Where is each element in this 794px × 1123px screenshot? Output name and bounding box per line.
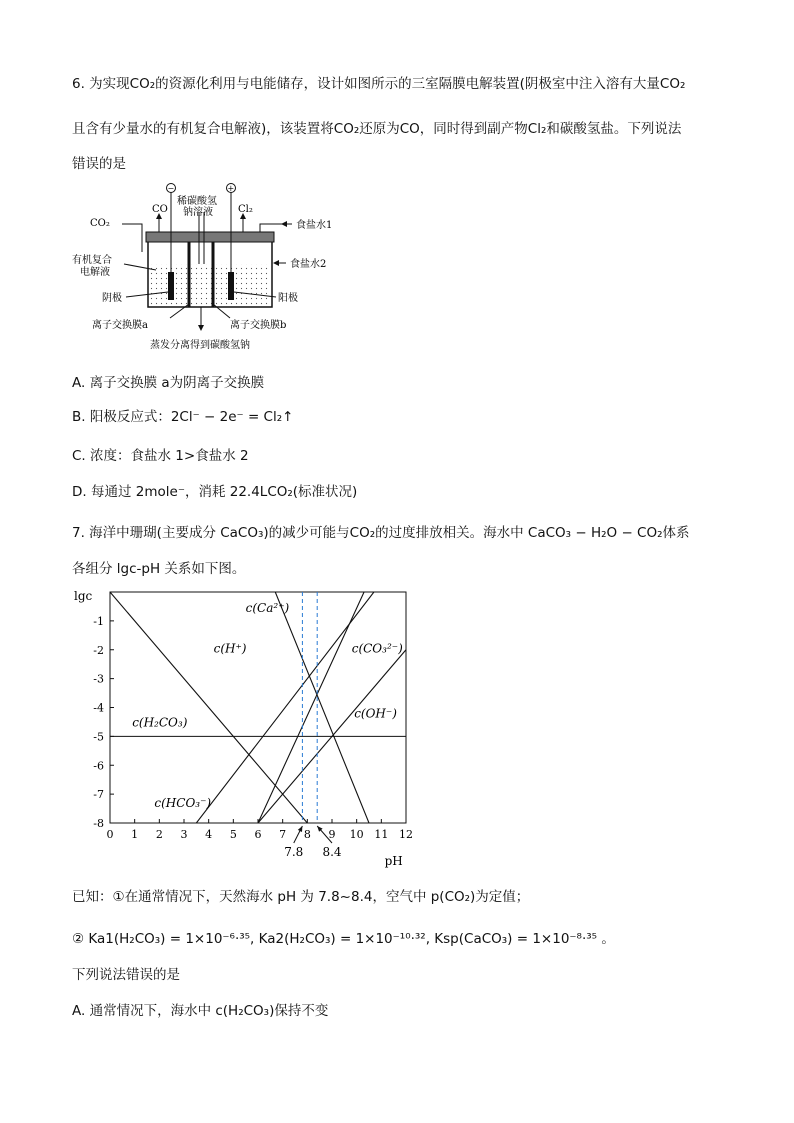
q7-known-2: ② Ka1(H₂CO₃) = 1×10⁻⁶·³⁵, Ka2(H₂CO₃) = 1×10⁻¹⁰·³², Ksp(CaCO₃) = 1×10⁻⁸·³⁵ 。 (72, 931, 615, 947)
membrane-b-label: 离子交换膜b (230, 320, 287, 331)
anode-label: 阳极 (278, 293, 298, 304)
series-label-3: c(CO₃²⁻) (351, 641, 403, 656)
q6-option-c: C. 浓度：食盐水 1>食盐水 2 (72, 448, 249, 464)
y-axis-label: lgc (74, 589, 93, 603)
q7-ask: 下列说法错误的是 (72, 967, 180, 983)
x-tick-label: 5 (229, 828, 237, 841)
y-tick-label: -7 (93, 788, 104, 802)
x-axis-label: pH (384, 854, 403, 868)
series-label-4: c(OH⁻) (354, 706, 397, 721)
cathode-label: 阴极 (102, 293, 122, 304)
q6-option-a: A. 离子交换膜 a为阴离子交换膜 (72, 375, 265, 391)
cathode-electrode (168, 272, 174, 300)
co-label: CO (152, 204, 168, 215)
electrolysis-diagram (70, 182, 370, 357)
x-tick-label: 2 (155, 828, 163, 841)
q6-option-d: D. 每通过 2mole⁻，消耗 22.4LCO₂(标准状况) (72, 484, 358, 500)
q7-known-1: 已知：①在通常情况下，天然海水 pH 为 7.8~8.4，空气中 p(CO₂)为定值； (72, 889, 530, 905)
x-tick-label: 0 (106, 828, 114, 841)
series-label-5: c(Ca²⁺) (245, 601, 290, 616)
q6-line-3: 错误的是 (72, 156, 126, 172)
ph-marker-label-0: 7.8 (284, 845, 304, 859)
plus-sign: + (227, 184, 235, 193)
x-tick-label: 10 (349, 828, 364, 841)
cl2-label: Cl₂ (238, 204, 253, 215)
q6-line-1: 6. 为实现CO₂的资源化利用与电能储存，设计如图所示的三室隔膜电解装置(阴极室中注入溶有大量CO₂ (72, 76, 686, 92)
top-label-2: 钠溶液 (183, 207, 213, 218)
q7-line-1: 7. 海洋中珊瑚(主要成分 CaCO₃)的减少可能与CO₂的过度排放相关。海水中 CaCO₃ − H₂O − CO₂体系 (72, 525, 690, 541)
series-line-2 (196, 592, 374, 823)
top-label-1: 稀碳酸氢 (177, 196, 217, 207)
bottom-label: 蒸发分离得到碳酸氢钠 (150, 340, 250, 351)
minus-sign: − (167, 184, 175, 193)
anode-electrode (228, 272, 234, 300)
y-tick-label: -8 (93, 817, 104, 830)
y-tick-label: -3 (93, 672, 104, 686)
x-tick-label: 1 (131, 828, 139, 841)
x-tick-label: 6 (254, 828, 262, 841)
membrane-a-label: 离子交换膜a (92, 320, 148, 331)
lgc-ph-chart (66, 582, 426, 872)
series-label-1: c(H₂CO₃) (132, 715, 188, 730)
cell-lid (146, 232, 274, 242)
series-line-0 (110, 592, 307, 823)
organic-label-1: 有机复合 (72, 255, 112, 266)
x-tick-label: 3 (180, 828, 188, 841)
x-tick-label: 11 (374, 828, 389, 841)
y-tick-label: -5 (93, 730, 104, 744)
series-label-2: c(HCO₃⁻) (154, 796, 212, 811)
co2-label: CO₂ (90, 218, 110, 229)
brine2-label: 食盐水2 (290, 259, 327, 270)
q6-option-b: B. 阳极反应式：2Cl⁻ − 2e⁻ = Cl₂↑ (72, 409, 294, 425)
x-tick-label: 4 (205, 828, 213, 841)
brine1-label: 食盐水1 (296, 220, 333, 231)
y-tick-label: -6 (93, 759, 104, 773)
q7-option-a: A. 通常情况下，海水中 c(H₂CO₃)保持不变 (72, 1003, 329, 1019)
y-tick-label: -1 (93, 614, 104, 628)
ph-marker-label-1: 8.4 (322, 845, 342, 859)
series-line-3 (258, 592, 364, 823)
x-tick-label: 7 (279, 828, 287, 841)
q6-line-2: 且含有少量水的有机复合电解液)，该装置将CO₂还原为CO，同时得到副产物Cl₂和碳酸氢盐。下列说法 (72, 121, 682, 137)
x-tick-label: 12 (399, 828, 413, 841)
y-tick-label: -2 (93, 643, 104, 657)
series-label-0: c(H⁺) (213, 641, 247, 656)
organic-label-2: 电解液 (80, 267, 110, 278)
y-tick-label: -4 (93, 701, 104, 715)
x-tick-label: 9 (328, 828, 336, 841)
x-tick-label: 8 (303, 828, 311, 841)
q7-line-2: 各组分 lgc-pH 关系如下图。 (72, 561, 246, 577)
